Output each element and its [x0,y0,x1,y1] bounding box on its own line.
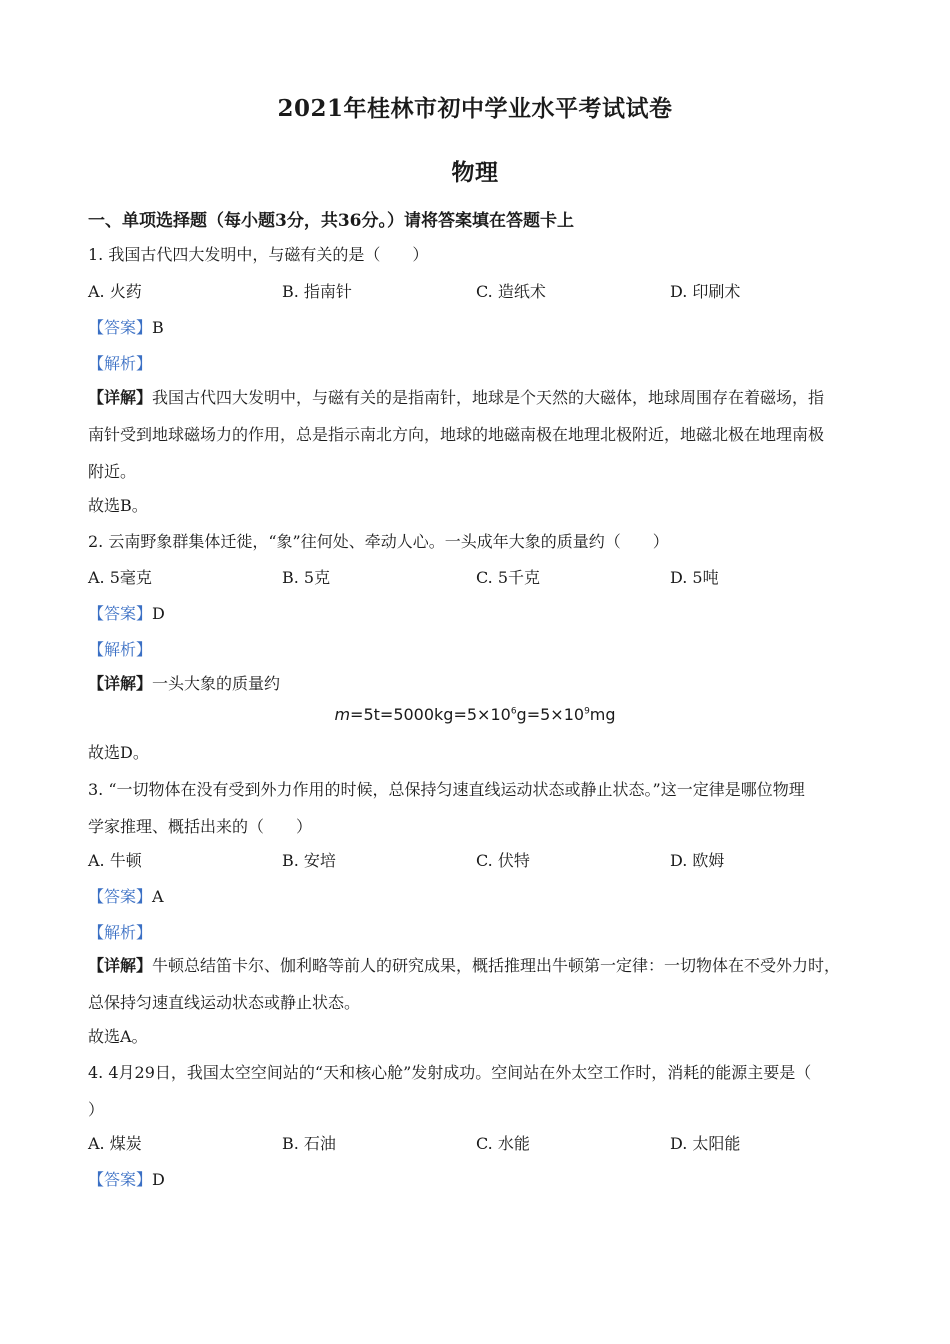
answer-tag: 【答案】 [88,1170,153,1189]
detail-tag: 【详解】 [88,956,153,975]
q3-stem-line-2: 学家推理、概括出来的（ ） [88,817,313,836]
q2-analysis-tag: 【解析】 [88,640,153,659]
q2-conclusion: 故选D。 [88,743,149,762]
answer-tag: 【答案】 [88,318,153,337]
formula-part: mg [589,705,616,724]
q3-detail-line-1 [88,953,840,976]
q1-answer [88,315,164,338]
q4-option-b: B. 石油 [282,1134,336,1153]
q2-option-b: B. 5克 [282,568,331,587]
q3-conclusion: 故选A。 [88,1027,148,1046]
formula-exponent: 6 [510,706,517,717]
q1-option-a: A. 火药 [88,282,142,301]
q2-answer [88,601,165,624]
q1-detail-text: 我国古代四大发明中，与磁有关的是指南针，地球是个天然的大磁体，地球周围存在着磁场，指 [152,388,825,407]
q1-answer-value: B [152,318,164,337]
q3-option-c: C. 伏特 [476,851,530,870]
q2-formula [0,705,950,724]
q3-option-b: B. 安培 [282,851,336,870]
q2-detail-text: 一头大象的质量约 [152,674,281,693]
q4-answer-value: D [152,1170,165,1189]
q4-answer [88,1167,165,1190]
q2-detail-line-1 [88,671,280,694]
q4-stem-line-1: 4. 4月29日，我国太空空间站的“天和核心舱”发射成功。空间站在外太空工作时，消耗的能源主要是（ [88,1063,812,1082]
formula-part: g=5×10 [516,705,585,724]
q2-option-c: C. 5千克 [476,568,541,587]
formula-part: =5t=5000kg=5×10 [350,705,511,724]
section-heading: 一、单项选择题（每小题3分，共36分。）请将答案填在答题卡上 [88,211,574,231]
q1-analysis-tag: 【解析】 [88,354,153,373]
q3-answer-value: A [152,887,164,906]
q1-option-b: B. 指南针 [282,282,352,301]
q3-answer [88,884,164,907]
q2-answer-value: D [152,604,165,623]
q4-option-c: C. 水能 [476,1134,530,1153]
answer-tag: 【答案】 [88,887,153,906]
q1-conclusion: 故选B。 [88,496,148,515]
subject-title: 物理 [451,159,499,186]
answer-tag: 【答案】 [88,604,153,623]
q4-option-a: A. 煤炭 [88,1134,142,1153]
q3-detail-line-2: 总保持匀速直线运动状态或静止状态。 [88,993,361,1012]
q3-analysis-tag: 【解析】 [88,923,153,942]
q1-detail-line-2: 南针受到地球磁场力的作用，总是指示南北方向，地球的地磁南极在地理北极附近，地磁北极在地理南极 [88,425,825,444]
q1-stem: 1. 我国古代四大发明中，与磁有关的是（ ） [88,245,429,264]
q3-option-a: A. 牛顿 [88,851,142,870]
detail-tag: 【详解】 [88,674,153,693]
q2-option-d: D. 5吨 [670,568,719,587]
q1-detail-line-1 [88,385,824,408]
formula-variable: m [334,705,351,724]
detail-tag: 【详解】 [88,388,153,407]
q1-detail-line-3: 附近。 [88,462,137,481]
q1-option-c: C. 造纸术 [476,282,546,301]
q4-option-d: D. 太阳能 [670,1134,741,1153]
q3-detail-text: 牛顿总结笛卡尔、伽利略等前人的研究成果，概括推理出牛顿第一定律：一切物体在不受外力时， [152,956,841,975]
q2-option-a: A. 5毫克 [88,568,152,587]
q3-stem-line-1: 3. “一切物体在没有受到外力作用的时候，总保持匀速直线运动状态或静止状态。”这一定律是哪位物理 [88,780,805,799]
formula-exponent: 9 [584,706,590,717]
q3-option-d: D. 欧姆 [670,851,725,870]
q4-stem-line-2: ） [88,1100,105,1119]
q2-stem: 2. 云南野象群集体迁徙，“象”往何处、牵动人心。一头成年大象的质量约（ ） [88,532,669,551]
exam-title: 2021年桂林市初中学业水平考试试卷 [277,95,673,122]
q1-option-d: D. 印刷术 [670,282,741,301]
